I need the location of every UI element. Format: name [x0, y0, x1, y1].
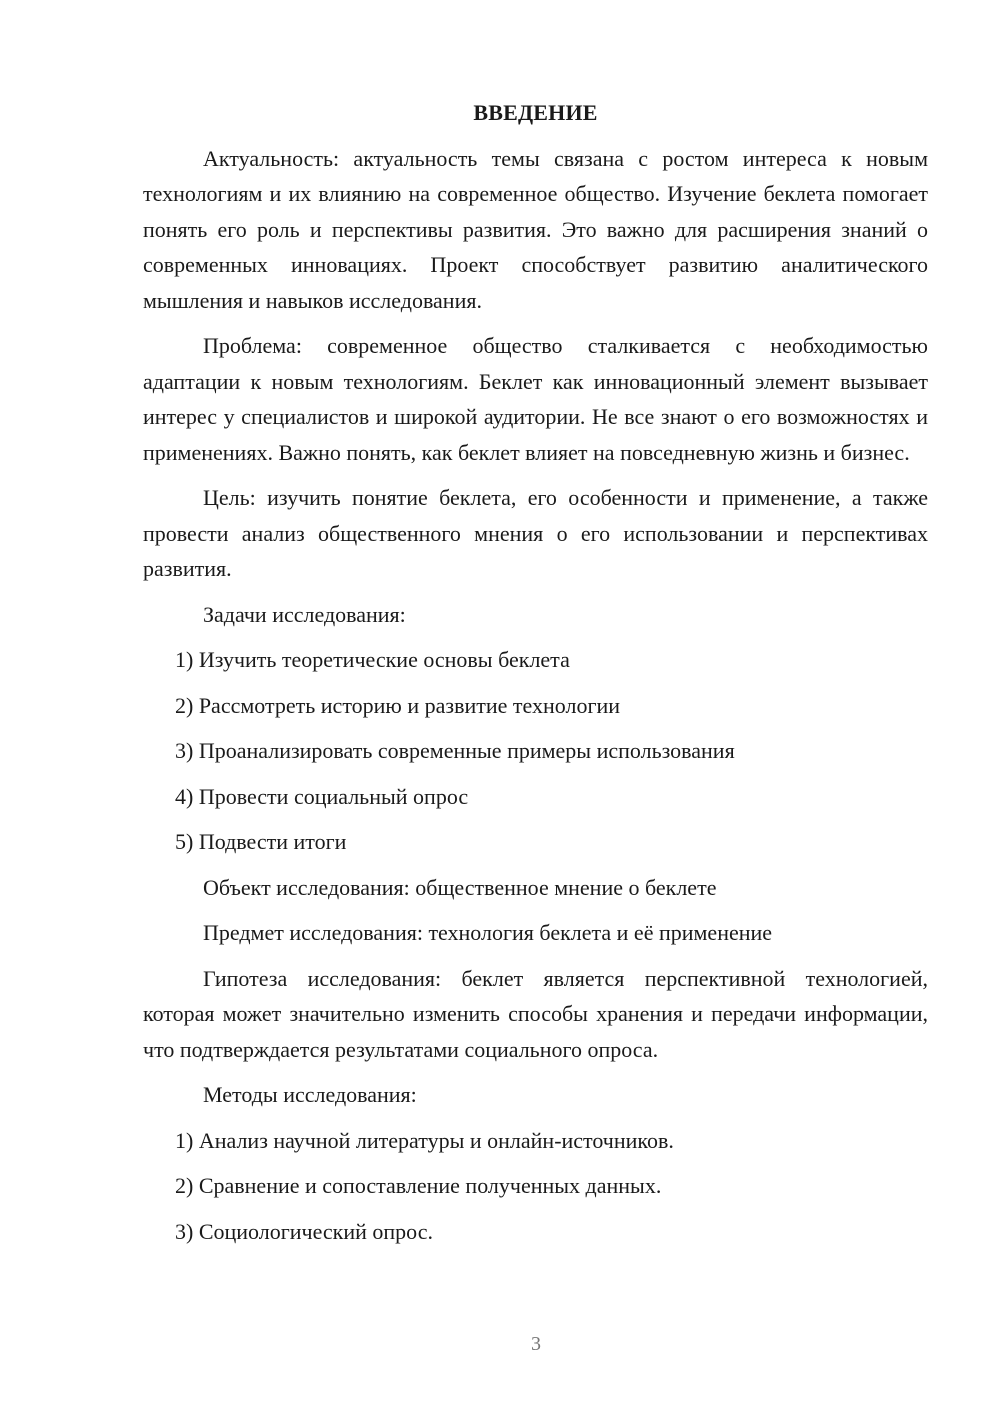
- list-item: 5) Подвести итоги: [175, 829, 347, 854]
- relevance-paragraph: Актуальность: актуальность темы связана с ростом интереса к новым технологиям и их влиянию на современное общество. Изучение беклета помогает понять его роль и перспективы развития. Это важно для расширения знаний о современных инновациях. Проект способствует развитию аналитического мышления и навыков исследования.: [143, 145, 928, 313]
- goal-paragraph: Цель: изучить понятие беклета, его особенности и применение, а также провести анализ общественного мнения о его использовании и перспективах развития.: [143, 485, 928, 581]
- list-item: 1) Изучить теоретические основы беклета: [175, 647, 570, 672]
- list-item: 3) Социологический опрос.: [175, 1218, 433, 1244]
- page-title: ВВЕДЕНИЕ: [473, 100, 598, 125]
- object-line: Объект исследования: общественное мнение о беклете: [203, 874, 717, 900]
- list-item: 3) Проанализировать современные примеры использования: [175, 738, 735, 763]
- tasks-list: [143, 642, 928, 860]
- subject-line: Предмет исследования: технология беклета и её применение: [203, 920, 773, 945]
- tasks-heading: Задачи исследования:: [203, 601, 406, 627]
- page-number: 3: [531, 1333, 541, 1355]
- methods-heading: Методы исследования:: [203, 1082, 417, 1107]
- list-item: 2) Рассмотреть историю и развитие технологии: [175, 692, 621, 718]
- list-item: 4) Провести социальный опрос: [175, 783, 469, 809]
- list-item: 2) Сравнение и сопоставление полученных данных.: [175, 1173, 662, 1198]
- problem-paragraph: Проблема: современное общество сталкивается с необходимостью адаптации к новым технологиям. Беклет как инновационный элемент вызывает интерес у специалистов и широкой аудитории. Не все знают о его возможностях и применениях. Важно понять, как беклет влияет на повседневную жизнь и бизнес.: [143, 333, 928, 465]
- methods-list: [143, 1123, 928, 1250]
- list-item: 1) Анализ научной литературы и онлайн-источников.: [175, 1127, 674, 1153]
- hypothesis-paragraph: Гипотеза исследования: беклет является перспективной технологией, которая может значительно изменить способы хранения и передачи информации, что подтверждается результатами социального опроса.: [143, 965, 928, 1062]
- document-page: [143, 95, 928, 1259]
